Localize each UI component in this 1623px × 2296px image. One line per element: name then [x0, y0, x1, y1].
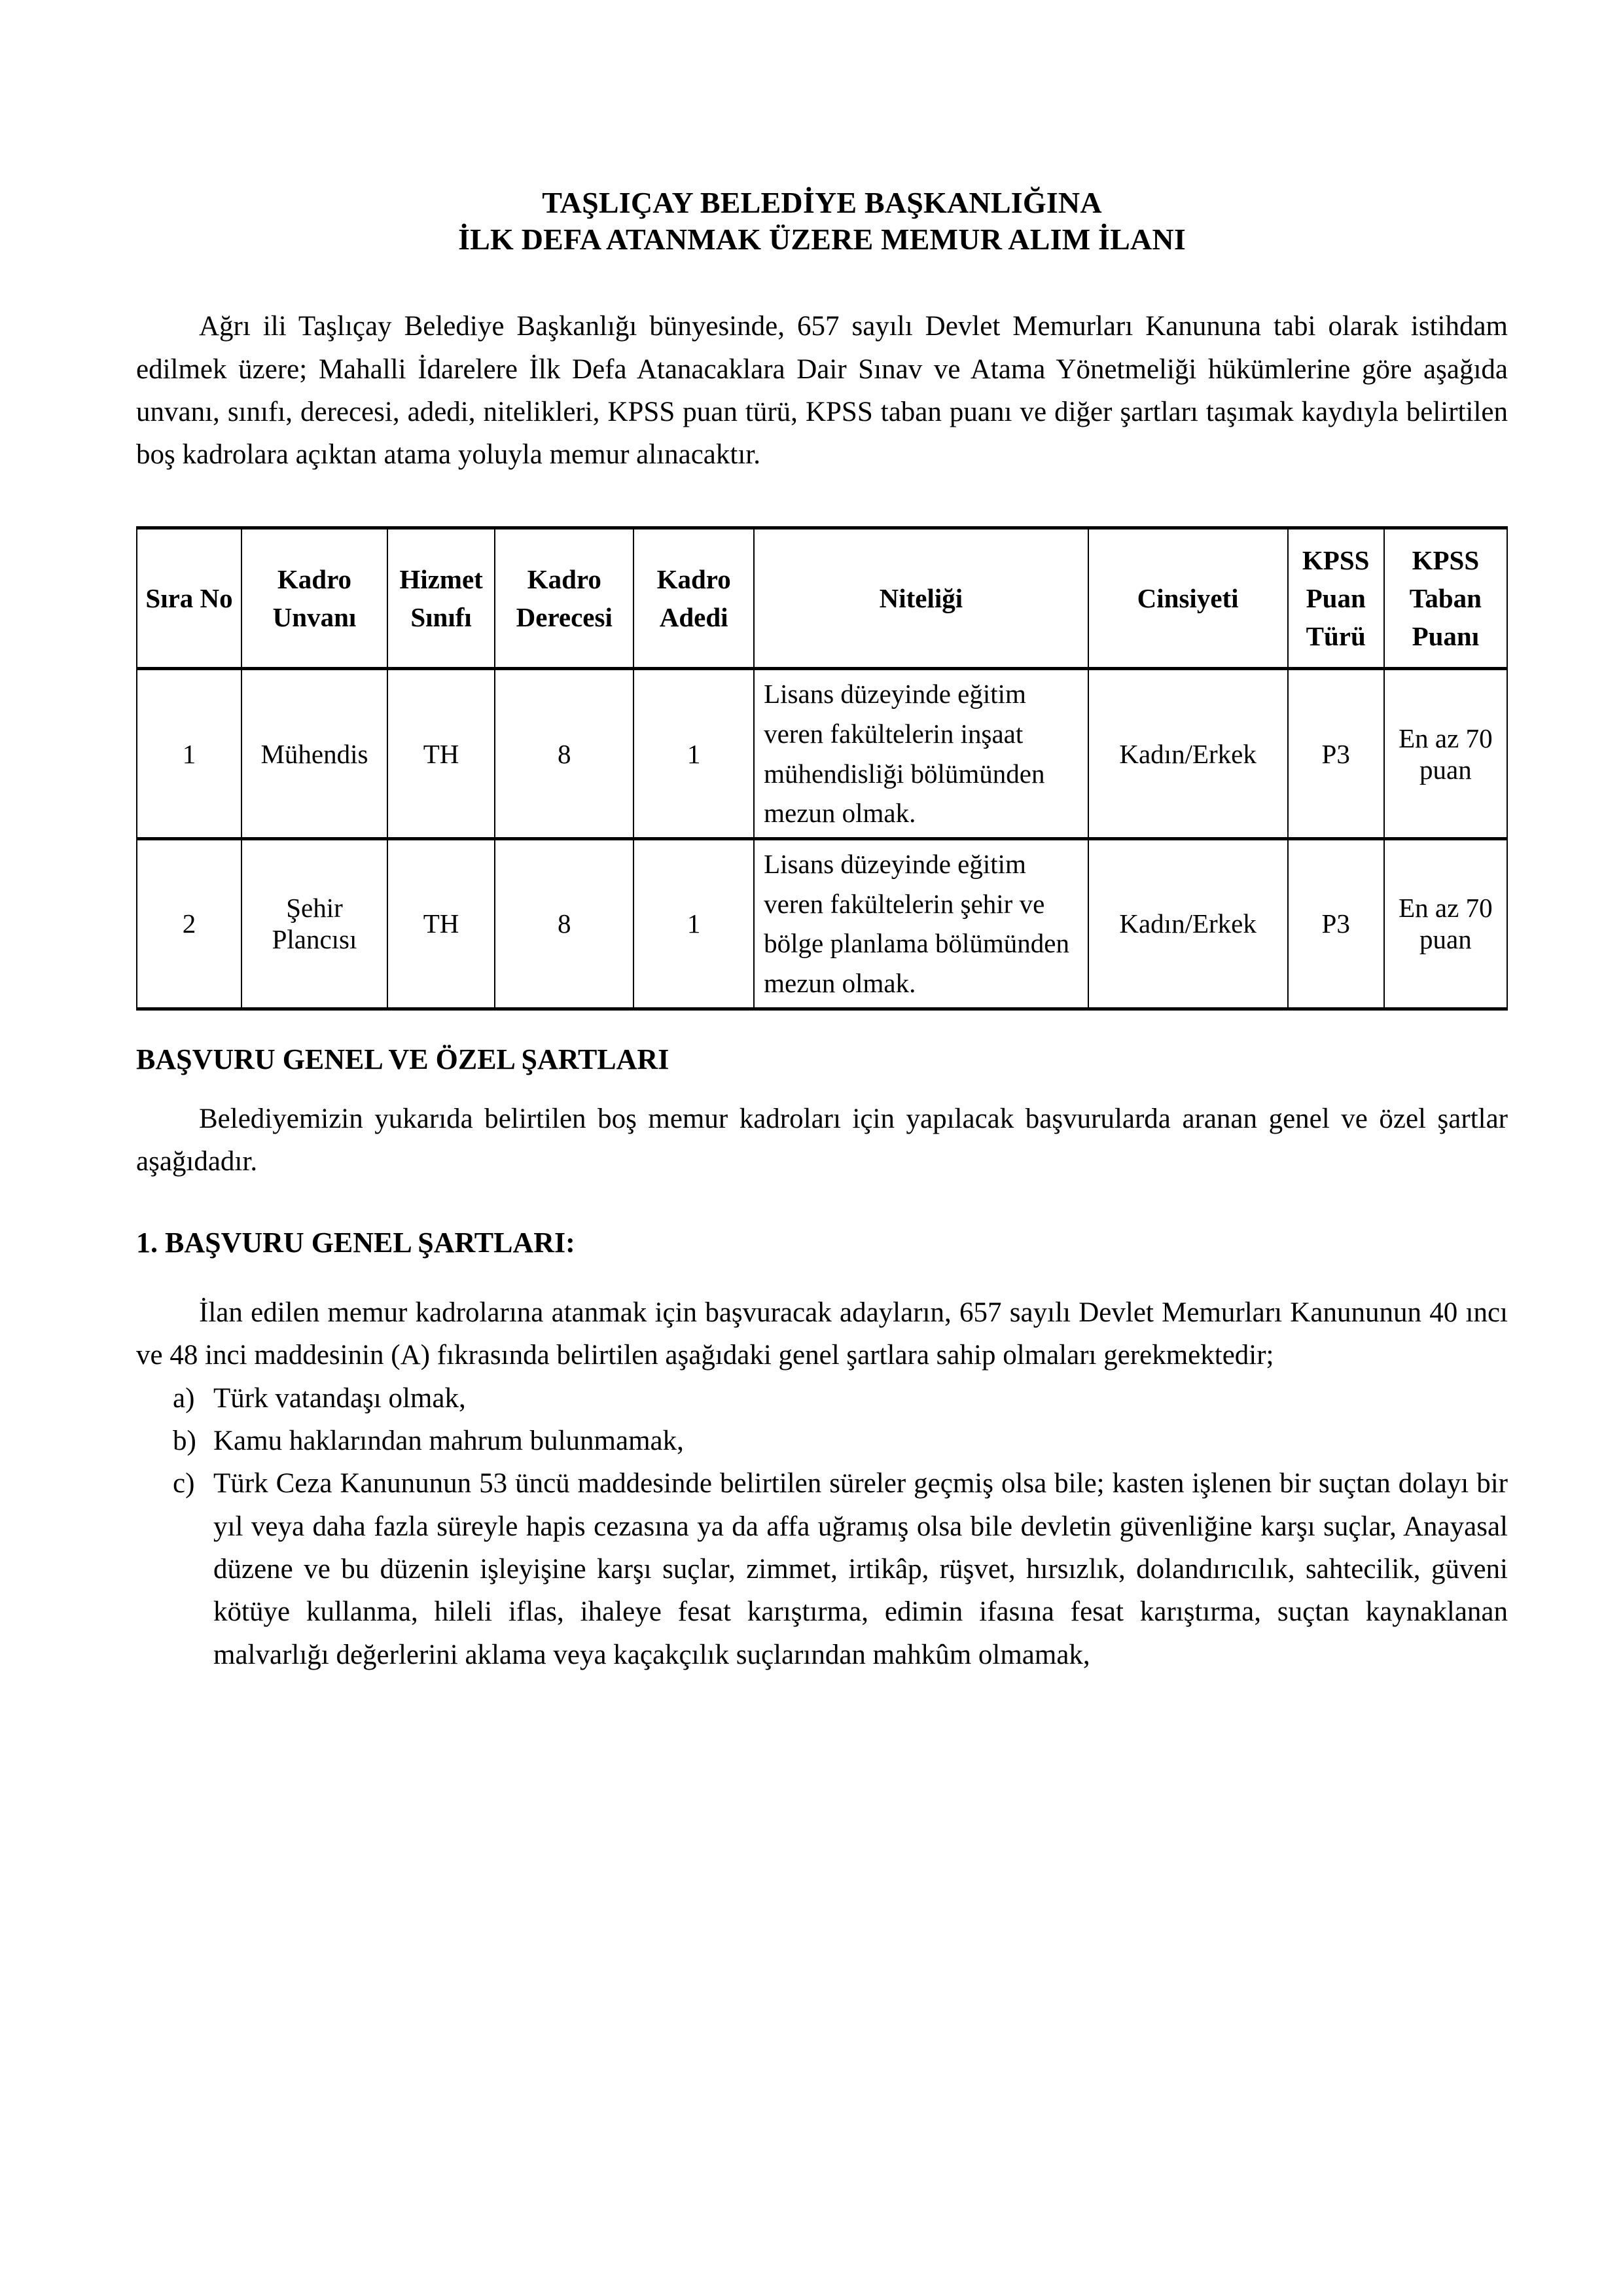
list-item	[136, 1420, 1508, 1462]
col-header-kpss-taban-puani: KPSS Taban Puanı	[1384, 528, 1507, 669]
cell-sira-no: 2	[137, 839, 241, 1009]
spacer	[136, 476, 1508, 526]
cell-niteligi: Lisans düzeyinde eğitim veren fakültelerin şehir ve bölge planlama bölümünden mezun olmak.	[754, 839, 1088, 1009]
col-header-sira-no: Sıra No	[137, 528, 241, 669]
cell-hizmet-sinifi: TH	[387, 839, 495, 1009]
paragraph-genel-ozel-sartlar: Belediyemizin yukarıda belirtilen boş memur kadroları için yapılacak başvurularda aranan genel ve özel şartlar aşağıdadır.	[136, 1103, 1508, 1177]
cell-cinsiyeti: Kadın/Erkek	[1088, 839, 1288, 1009]
genel-sartlar-list	[136, 1377, 1508, 1677]
cell-niteligi: Lisans düzeyinde eğitim veren fakültelerin inşaat mühendisliği bölümünden mezun olmak.	[754, 669, 1088, 839]
cell-kadro-derecesi: 8	[495, 839, 633, 1009]
col-header-hizmet-sinifi: Hizmet Sınıfı	[387, 528, 495, 669]
intro-paragraph: Ağrı ili Taşlıçay Belediye Başkanlığı bünyesinde, 657 sayılı Devlet Memurları Kanununa tabi olarak istihdam edilmek üzere; Mahalli İdarelere İlk Defa Atanacaklara Dair Sınav ve Atama Yönetmeliği hükümlerine göre aşağıda unvanı, sınıfı, derecesi, adedi, nitelikleri, KPSS puan türü, KPSS taban puanı ve diğer şartları taşımak kaydıyla belirtilen boş kadrolara açıktan atama yoluyla memur alınacaktır.	[136, 311, 1508, 471]
page-title-line-1: TAŞLIÇAY BELEDİYE BAŞKANLIĞINA	[542, 186, 1102, 219]
spacer	[136, 1261, 1508, 1291]
cell-kadro-unvani: Mühendis	[241, 669, 387, 839]
cell-kadro-unvani: Şehir Plancısı	[241, 839, 387, 1009]
page-title-line-2: İLK DEFA ATANMAK ÜZERE MEMUR ALIM İLANI	[458, 223, 1186, 257]
kadro-table	[136, 526, 1508, 1011]
heading-basvuru-genel-ve-ozel-sartlari: BAŞVURU GENEL VE ÖZEL ŞARTLARI	[136, 1043, 669, 1075]
list-item-text: Kamu haklarından mahrum bulunmamak,	[213, 1425, 684, 1456]
col-header-kadro-derecesi: Kadro Derecesi	[495, 528, 633, 669]
cell-kadro-adedi: 1	[633, 669, 754, 839]
table-header-row	[137, 528, 1507, 669]
col-header-niteligi: Niteliği	[754, 528, 1088, 669]
col-header-kadro-adedi: Kadro Adedi	[633, 528, 754, 669]
cell-kpss-taban-puani: En az 70 puan	[1384, 839, 1507, 1009]
col-header-kpss-puan-turu: KPSS Puan Türü	[1288, 528, 1384, 669]
list-item-text: Türk Ceza Kanununun 53 üncü maddesinde belirtilen süreler geçmiş olsa bile; kasten işlenen bir suçtan dolayı bir yıl veya daha fazla süreyle hapis cezasına ya da affa uğramış olsa bile devletin güvenliğine karşı suçlar, Anayasal düzene ve bu düzenin işleyişine karşı suçlar, zimmet, irtikâp, rüşvet, hırsızlık, dolandırıcılık, sahtecilik, güveni kötüye kullanma, hileli iflas, ihaleye fesat karıştırma, edimin ifasına fesat karıştırma, suçtan kaynaklanan malvarlığı değerlerini aklama veya kaçakçılık suçlarından mahkûm olmamak,	[213, 1468, 1508, 1670]
cell-kpss-taban-puani: En az 70 puan	[1384, 669, 1507, 839]
cell-kpss-puan-turu: P3	[1288, 669, 1384, 839]
spacer	[136, 1183, 1508, 1224]
spacer	[136, 258, 1508, 305]
col-header-kadro-unvani: Kadro Unvanı	[241, 528, 387, 669]
cell-hizmet-sinifi: TH	[387, 669, 495, 839]
col-header-cinsiyeti: Cinsiyeti	[1088, 528, 1288, 669]
page-title	[136, 0, 1508, 258]
spacer	[136, 1078, 1508, 1098]
spacer	[136, 1011, 1508, 1041]
cell-kpss-puan-turu: P3	[1288, 839, 1384, 1009]
list-item	[136, 1377, 1508, 1420]
table-row	[137, 839, 1507, 1009]
cell-sira-no: 1	[137, 669, 241, 839]
page-content	[136, 0, 1508, 1676]
heading-basvuru-genel-sartlari: 1. BAŞVURU GENEL ŞARTLARI:	[136, 1226, 575, 1259]
cell-kadro-derecesi: 8	[495, 669, 633, 839]
paragraph-basvuru-genel-sartlari: İlan edilen memur kadrolarına atanmak için başvuracak adayların, 657 sayılı Devlet Memurları Kanununun 40 ıncı ve 48 inci maddesinin (A) fıkrasında belirtilen aşağıdaki genel şartlara sahip olmaları gerekmektedir;	[136, 1297, 1508, 1371]
list-item-marker: a)	[173, 1382, 195, 1414]
list-item-marker: b)	[173, 1425, 196, 1456]
table-row	[137, 669, 1507, 839]
list-item-text: Türk vatandaşı olmak,	[213, 1382, 466, 1414]
list-item	[136, 1462, 1508, 1676]
cell-cinsiyeti: Kadın/Erkek	[1088, 669, 1288, 839]
cell-kadro-adedi: 1	[633, 839, 754, 1009]
list-item-marker: c)	[173, 1468, 195, 1499]
